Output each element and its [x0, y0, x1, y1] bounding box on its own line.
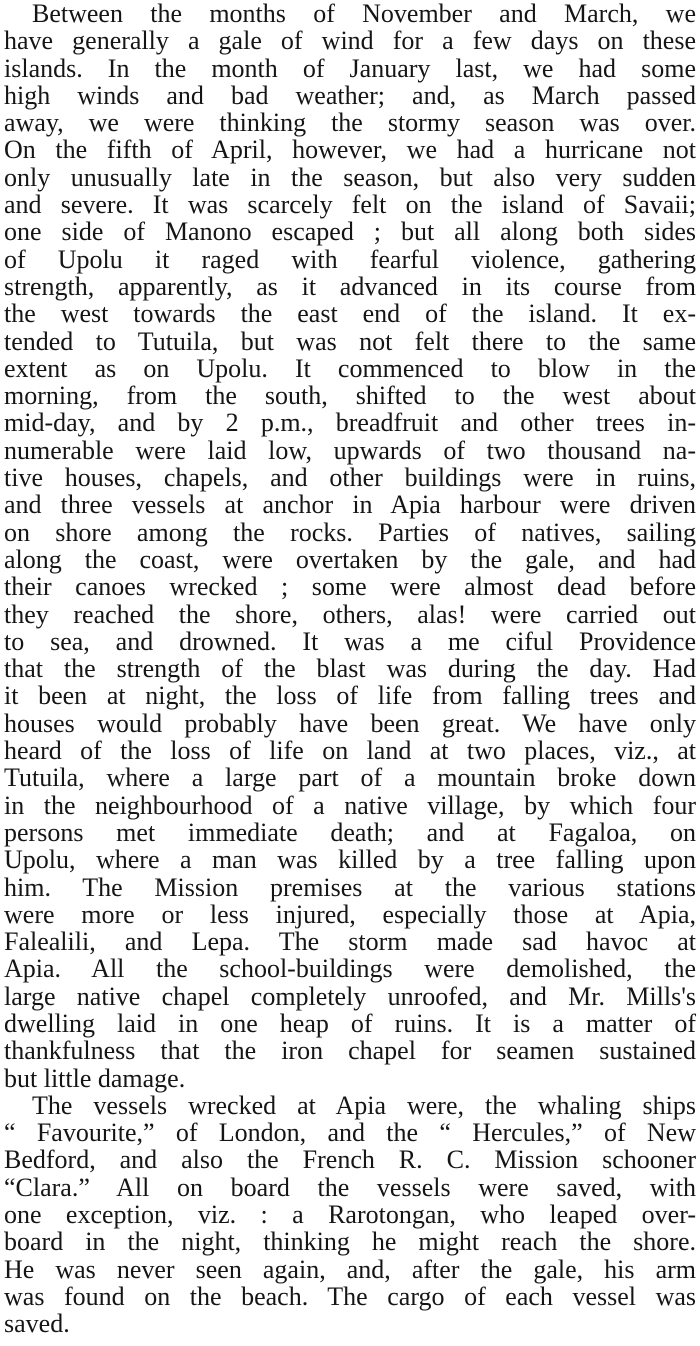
text-line: of Upolu it raged with fearful violence, gathering: [4, 244, 696, 274]
article-page: [4, 0, 696, 1338]
text-line: dwelling laid in one heap of ruins. It is a matter of: [4, 1008, 696, 1038]
text-line: were more or less injured, especially those at Apia,: [4, 899, 696, 929]
text-line: was found on the beach. The cargo of each vessel was: [4, 1281, 696, 1311]
text-line: that the strength of the blast was during the day. Had: [4, 654, 696, 684]
text-line: islands. In the month of January last, we had some: [4, 53, 696, 83]
text-line: and severe. It was scarcely felt on the island of Savaii;: [4, 190, 696, 220]
text-line: one side of Manono escaped ; but all along both sides: [4, 217, 696, 247]
text-line: along the coast, were overtaken by the gale, and had: [4, 544, 696, 574]
paragraph-hurricane-account: [4, 0, 696, 1092]
text-line: large native chapel completely unroofed, and Mr. Mills's: [4, 981, 696, 1011]
text-line: only unusually late in the season, but also very sudden: [4, 162, 696, 192]
text-line: strength, apparently, as it advanced in its course from: [4, 271, 696, 301]
text-line: Upolu, where a man was killed by a tree falling upon: [4, 845, 696, 875]
text-line: heard of the loss of life on land at two places, viz., at: [4, 736, 696, 766]
text-line: numerable were laid low, upwards of two thousand na-: [4, 435, 696, 465]
text-line: and three vessels at anchor in Apia harbour were driven: [4, 490, 696, 520]
text-line: one exception, viz. : a Rarotongan, who leaped over-: [4, 1200, 696, 1230]
text-line: they reached the shore, others, alas! were carried out: [4, 599, 696, 629]
text-line: on shore among the rocks. Parties of natives, sailing: [4, 517, 696, 547]
text-line: their canoes wrecked ; some were almost dead before: [4, 572, 696, 602]
text-line: mid-day, and by 2 p.m., breadfruit and other trees in-: [4, 408, 696, 438]
text-line: in the neighbourhood of a native village, by which four: [4, 790, 696, 820]
text-line: Falealili, and Lepa. The storm made sad havoc at: [4, 927, 696, 957]
text-line: Between the months of November and March, we: [32, 0, 696, 28]
text-line: have generally a gale of wind for a few days on these: [4, 26, 696, 56]
text-line: Apia. All the school-buildings were demolished, the: [4, 954, 696, 984]
text-line: extent as on Upolu. It commenced to blow in the: [4, 353, 696, 383]
text-line: board in the night, thinking he might reach the shore.: [4, 1227, 696, 1257]
text-line: The vessels wrecked at Apia were, the whaling ships: [32, 1090, 696, 1120]
text-line: saved.: [4, 1309, 70, 1339]
text-line: Bedford, and also the French R. C. Mission schooner: [4, 1145, 696, 1175]
text-line: to sea, and drowned. It was a me ciful Providence: [4, 626, 696, 656]
text-line: On the fifth of April, however, we had a hurricane not: [4, 135, 696, 165]
text-line: high winds and bad weather; and, as March passed: [4, 80, 696, 110]
text-line: morning, from the south, shifted to the west about: [4, 381, 696, 411]
text-line: houses would probably have been great. We have only: [4, 708, 696, 738]
text-line: tive houses, chapels, and other buildings were in ruins,: [4, 463, 696, 493]
text-line: him. The Mission premises at the various stations: [4, 872, 696, 902]
text-line: away, we were thinking the stormy season was over.: [4, 108, 696, 138]
text-line: “ Favourite,” of London, and the “ Hercules,” of New: [4, 1118, 696, 1148]
text-line: He was never seen again, and, after the gale, his arm: [4, 1254, 696, 1284]
paragraph-vessels-wrecked: [4, 1092, 696, 1338]
text-line: persons met immediate death; and at Fagaloa, on: [4, 817, 696, 847]
text-line: but little damage.: [4, 1063, 186, 1093]
text-line: Tutuila, where a large part of a mountain broke down: [4, 763, 696, 793]
text-line: it been at night, the loss of life from falling trees and: [4, 681, 696, 711]
text-line: the west towards the east end of the island. It ex-: [4, 299, 696, 329]
text-line: thankfulness that the iron chapel for seamen sustained: [4, 1036, 696, 1066]
text-line: “Clara.” All on board the vessels were saved, with: [4, 1172, 696, 1202]
text-line: tended to Tutuila, but was not felt there to the same: [4, 326, 696, 356]
